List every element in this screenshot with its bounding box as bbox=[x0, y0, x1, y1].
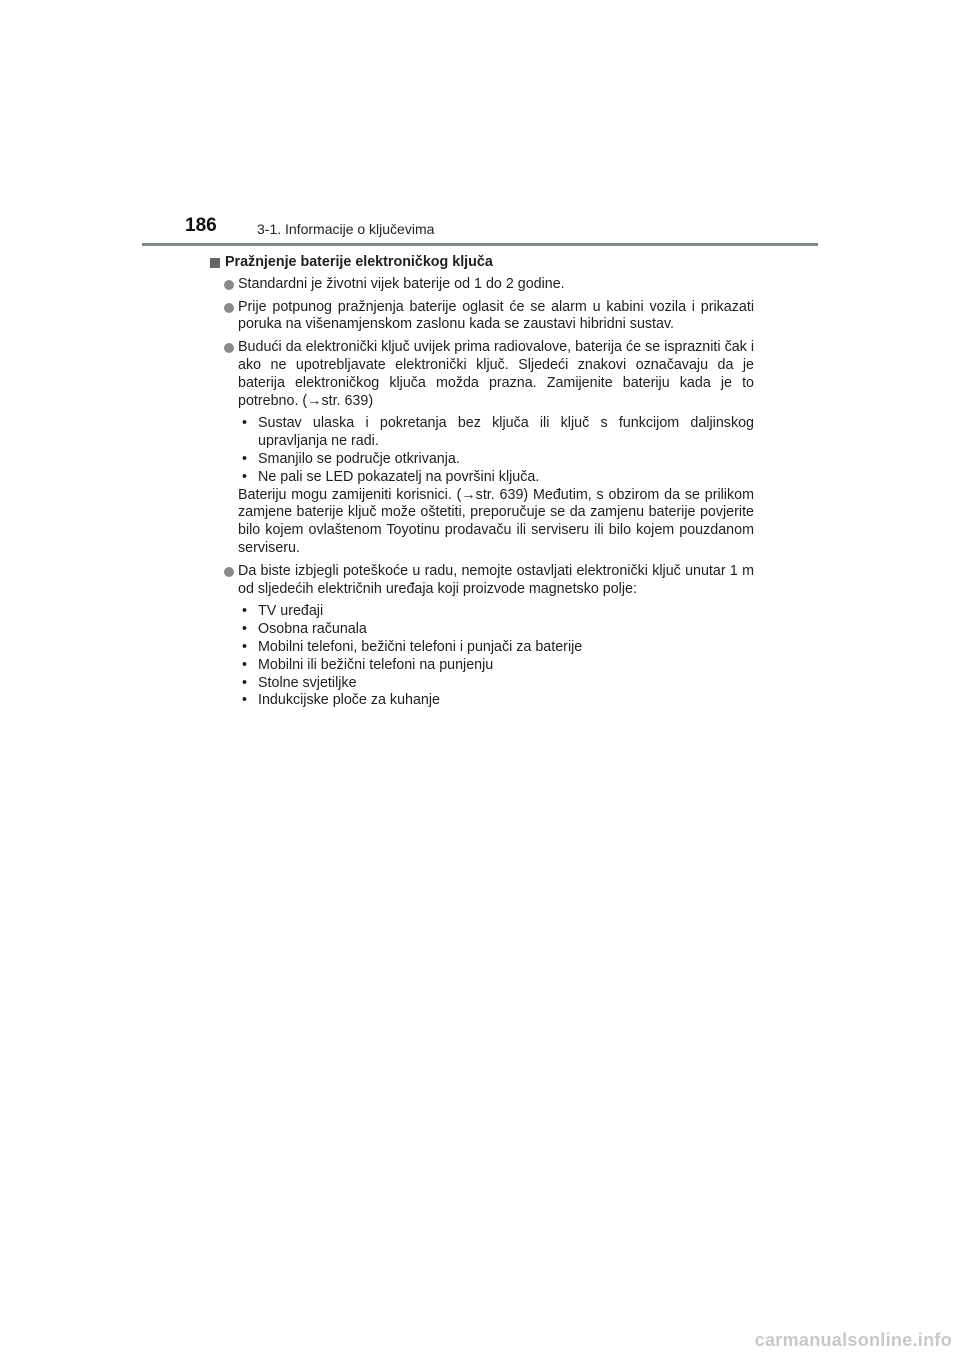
circle-bullet-icon bbox=[224, 280, 234, 290]
list-item-text: Budući da elektronički ključ uvijek prima radiovalove, baterija će se isprazniti čak i ako ne upotrebljavate elektronički ključ. Sljedeći znakovi označavaju da je baterija elektroničkog ključa možda prazna. Zamijenite bateriju kada je to potrebno. (→str. 639) bbox=[238, 339, 754, 409]
replacement-note: Bateriju mogu zamijeniti korisnici. (→str. 639) Međutim, s obzirom da se prilikom zamjene baterije ključ može oštetiti, preporučuje se da zamjenu baterije povjerite bilo kojem ovlaštenom Toyotinu prodavaču ili serviseru ili bilo kojem pouzdanom serviseru. bbox=[238, 486, 754, 556]
dot-bullet-icon: • bbox=[242, 621, 248, 638]
list-item bbox=[210, 339, 754, 410]
sub-list-item bbox=[238, 451, 754, 469]
square-bullet-icon bbox=[210, 258, 220, 268]
page-content bbox=[210, 254, 754, 715]
dot-bullet-icon: • bbox=[242, 450, 248, 467]
sub-list-item-text: Smanjilo se područje otkrivanja. bbox=[258, 450, 460, 467]
circle-bullet-icon bbox=[224, 303, 234, 313]
dot-bullet-icon: • bbox=[242, 638, 248, 655]
sub-list-item-text: Mobilni telefoni, bežični telefoni i punjači za baterije bbox=[258, 638, 583, 655]
page-number: 186 bbox=[185, 215, 217, 236]
sub-list-item bbox=[238, 675, 754, 693]
dot-bullet-icon: • bbox=[242, 415, 248, 432]
devices-list bbox=[210, 603, 754, 710]
sub-list-item bbox=[238, 469, 754, 487]
list-item bbox=[210, 563, 754, 599]
sub-list-item bbox=[238, 415, 754, 451]
list-item bbox=[210, 276, 754, 294]
watermark: carmanualsonline.info bbox=[754, 1330, 952, 1350]
section-title: 3-1. Informacije o ključevima bbox=[257, 221, 435, 237]
list-item-text: Standardni je životni vijek baterije od 1 do 2 godine. bbox=[238, 275, 565, 292]
dot-bullet-icon: • bbox=[242, 603, 248, 620]
list-item-text: Prije potpunog pražnjenja baterije oglasit će se alarm u kabini vozila i prikazati poruka na višenamjenskom zaslonu kada se zaustavi hibridni sustav. bbox=[238, 298, 754, 333]
dot-bullet-icon: • bbox=[242, 674, 248, 691]
battery-signs-list bbox=[210, 415, 754, 557]
dot-bullet-icon: • bbox=[242, 656, 248, 673]
sub-list-item-text: TV uređaji bbox=[258, 603, 324, 620]
header-divider bbox=[142, 243, 818, 246]
sub-list-item bbox=[238, 603, 754, 621]
sub-list-item bbox=[238, 639, 754, 657]
sub-list-item-text: Sustav ulaska i pokretanja bez ključa ili ključ s funkcijom daljinskog upravljanja ne radi. bbox=[258, 415, 754, 450]
sub-list-item-text: Mobilni ili bežični telefoni na punjenju bbox=[258, 656, 494, 673]
sub-list-item bbox=[238, 657, 754, 675]
sub-list-item-text: Osobna računala bbox=[258, 621, 367, 638]
list-item bbox=[210, 299, 754, 335]
circle-bullet-icon bbox=[224, 343, 234, 353]
sub-list-item-text: Stolne svjetiljke bbox=[258, 674, 357, 691]
dot-bullet-icon: • bbox=[242, 692, 248, 709]
sub-list-item-text: Ne pali se LED pokazatelj na površini ključa. bbox=[258, 468, 540, 485]
sub-list-item bbox=[238, 692, 754, 710]
subsection-heading bbox=[210, 254, 754, 272]
subsection-heading-text: Pražnjenje baterije elektroničkog ključa bbox=[225, 254, 493, 270]
list-item-text: Da biste izbjegli poteškoće u radu, nemojte ostavljati elektronički ključ unutar 1 m od sljedećih električnih uređaja koji proizvode magnetsko polje: bbox=[238, 562, 754, 597]
circle-bullet-icon bbox=[224, 567, 234, 577]
sub-list-item bbox=[238, 621, 754, 639]
sub-list-item-text: Indukcijske ploče za kuhanje bbox=[258, 692, 440, 709]
dot-bullet-icon: • bbox=[242, 468, 248, 485]
